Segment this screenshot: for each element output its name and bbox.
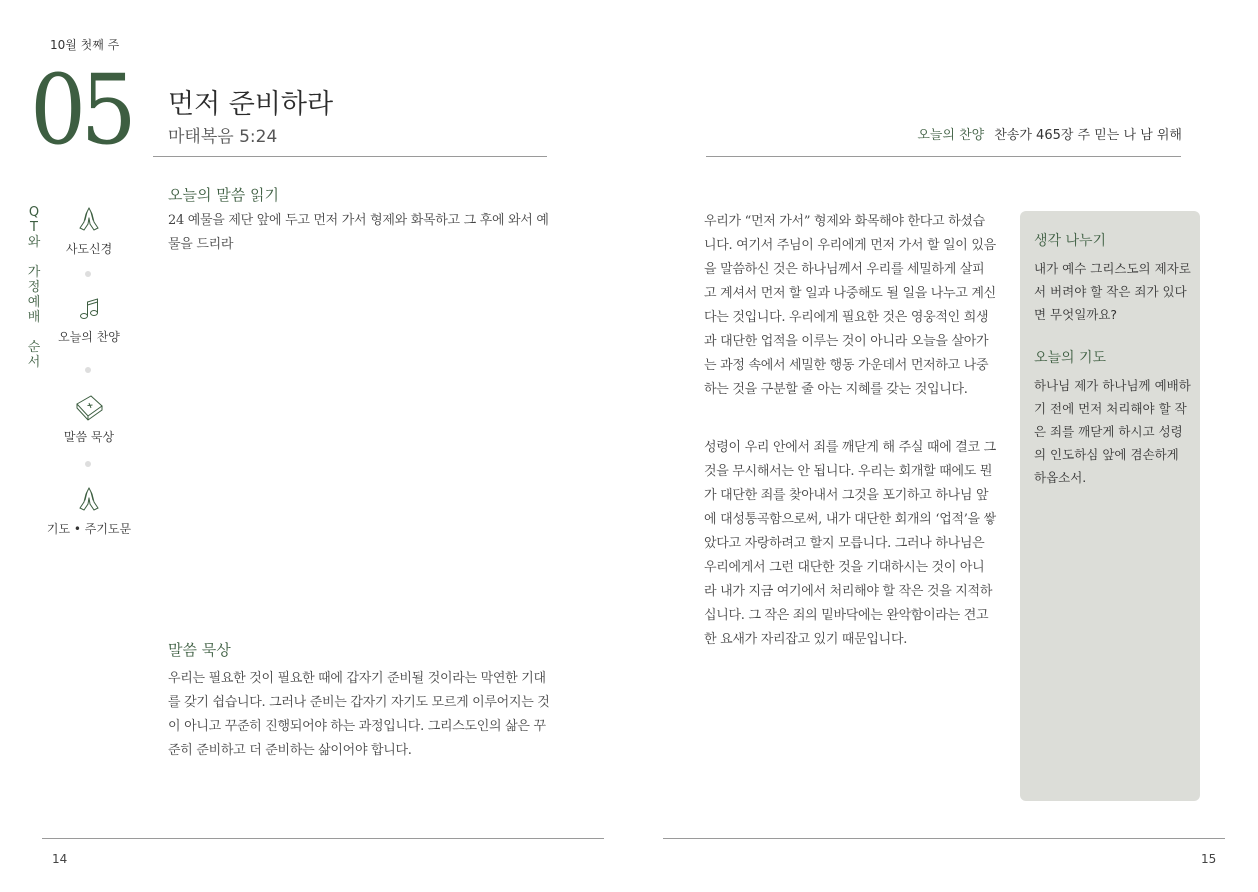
vertical-char: 서 — [27, 355, 41, 370]
step-separator-dot — [85, 271, 91, 277]
praying-hands-icon — [44, 484, 134, 518]
step-separator-dot — [85, 367, 91, 373]
share-text: 내가 예수 그리스도의 제자로서 버려야 할 작은 죄가 있다면 무엇일까요? — [1034, 261, 1191, 322]
vertical-gap — [27, 250, 41, 265]
order-step-label: 오늘의 찬양 — [58, 330, 120, 344]
hymn-title: 찬송가 465장 주 믿는 나 남 위해 — [994, 128, 1182, 143]
page-number-left: 14 — [52, 852, 68, 866]
commentary-paragraph: 성령이 우리 안에서 죄를 깨닫게 해 주실 때에 결코 그것을 무시해서는 안 됩니다. 우리는 회개할 때에도 뭔가 대단한 죄를 찾아내서 그것을 포기하고 하나님 앞에 대성통곡함으로써, 내가 대단한 회개의 ‘업적’을 쌓았다고 자랑하려고 할지 모릅니다. 그러나 하나님은 우리에게서 그런 대단한 것을 기대하시는 것이 아니라 내가 지금 여기에서 처리해야 할 작은 것을 지적하십니다. 그 작은 죄의 밑바닥에는 완악함이라는 견고한 요새가 자리잡고 있기 때문입니다. — [704, 440, 996, 647]
order-step-label: 사도신경 — [65, 242, 113, 256]
order-step-meditation — [44, 392, 134, 445]
day-number: 05 — [30, 54, 132, 166]
page-title: 먼저 준비하라 — [168, 89, 334, 120]
vertical-char: 배 — [27, 310, 41, 325]
step-separator-dot — [85, 461, 91, 467]
order-step-hymn — [44, 296, 134, 345]
vertical-char: 가 — [27, 265, 41, 280]
order-step-prayer — [44, 484, 134, 537]
reading-heading: 오늘의 말씀 읽기 — [168, 186, 279, 204]
vertical-gap — [27, 325, 41, 340]
page-number-right: 15 — [1201, 852, 1217, 866]
meditation-heading: 말씀 묵상 — [168, 641, 231, 659]
vertical-char: 정 — [27, 280, 41, 295]
commentary-paragraph: 우리가 “먼저 가서” 형제와 화목해야 한다고 하셨습니다. 여기서 주님이 우리에게 먼저 가서 할 일이 있음을 말씀하신 것은 하나님께서 우리를 세밀하게 살피고 계셔서 먼저 할 일과 나중해도 될 일을 나누고 계신다는 것입니다. 우리에게 필요한 것은 영웅적인 희생과 대단한 업적을 이루는 것이 아니라 오늘을 살아가는 과정 속에서 세밀한 행동 가운데서 먼저하고 나중하는 것을 구분할 줄 아는 지혜를 갖는 것입니다. — [704, 214, 996, 397]
prayer-heading: 오늘의 기도 — [1034, 350, 1107, 366]
footer-divider-left — [42, 838, 604, 839]
vertical-char: 와 — [27, 235, 41, 250]
bible-icon — [44, 392, 134, 426]
todays-hymn — [917, 124, 1182, 143]
reading-text: 24 예물을 제단 앞에 두고 먼저 가서 형제와 화목하고 그 후에 와서 예물을 드리라 — [168, 213, 549, 252]
vertical-char: Q — [28, 205, 40, 220]
qt-order-vertical-title — [27, 205, 41, 370]
order-step-apostles-creed — [44, 204, 134, 257]
prayer-text: 하나님 제가 하나님께 예배하기 전에 먼저 처리해야 할 작은 죄를 깨닫게 하시고 성령의 인도하심 앞에 겸손하게 하옵소서. — [1034, 378, 1191, 485]
header-divider-right — [706, 156, 1181, 157]
week-label: 10월 첫째 주 — [50, 38, 120, 52]
praying-hands-icon — [44, 204, 134, 238]
order-step-label: 말씀 묵상 — [63, 430, 115, 444]
vertical-char: 순 — [27, 340, 41, 355]
hymn-label: 오늘의 찬양 — [917, 128, 985, 143]
order-step-label: 기도 • 주기도문 — [46, 522, 132, 536]
vertical-char: T — [30, 220, 38, 235]
footer-divider-right — [663, 838, 1225, 839]
share-heading: 생각 나누기 — [1034, 233, 1107, 249]
vertical-char: 예 — [27, 295, 41, 310]
music-note-icon — [44, 296, 134, 326]
header-divider-left — [153, 156, 547, 157]
meditation-text: 우리는 필요한 것이 필요한 때에 갑자기 준비될 것이라는 막연한 기대를 갖기 쉽습니다. 그러나 준비는 갑자기 자기도 모르게 이루어지는 것이 아니고 꾸준히 진행되어야 하는 과정입니다. 그리스도인의 삶은 꾸준히 준비하고 더 준비하는 삶이어야 합니다. — [168, 671, 550, 758]
scripture-reference: 마태복음 5:24 — [168, 127, 278, 147]
